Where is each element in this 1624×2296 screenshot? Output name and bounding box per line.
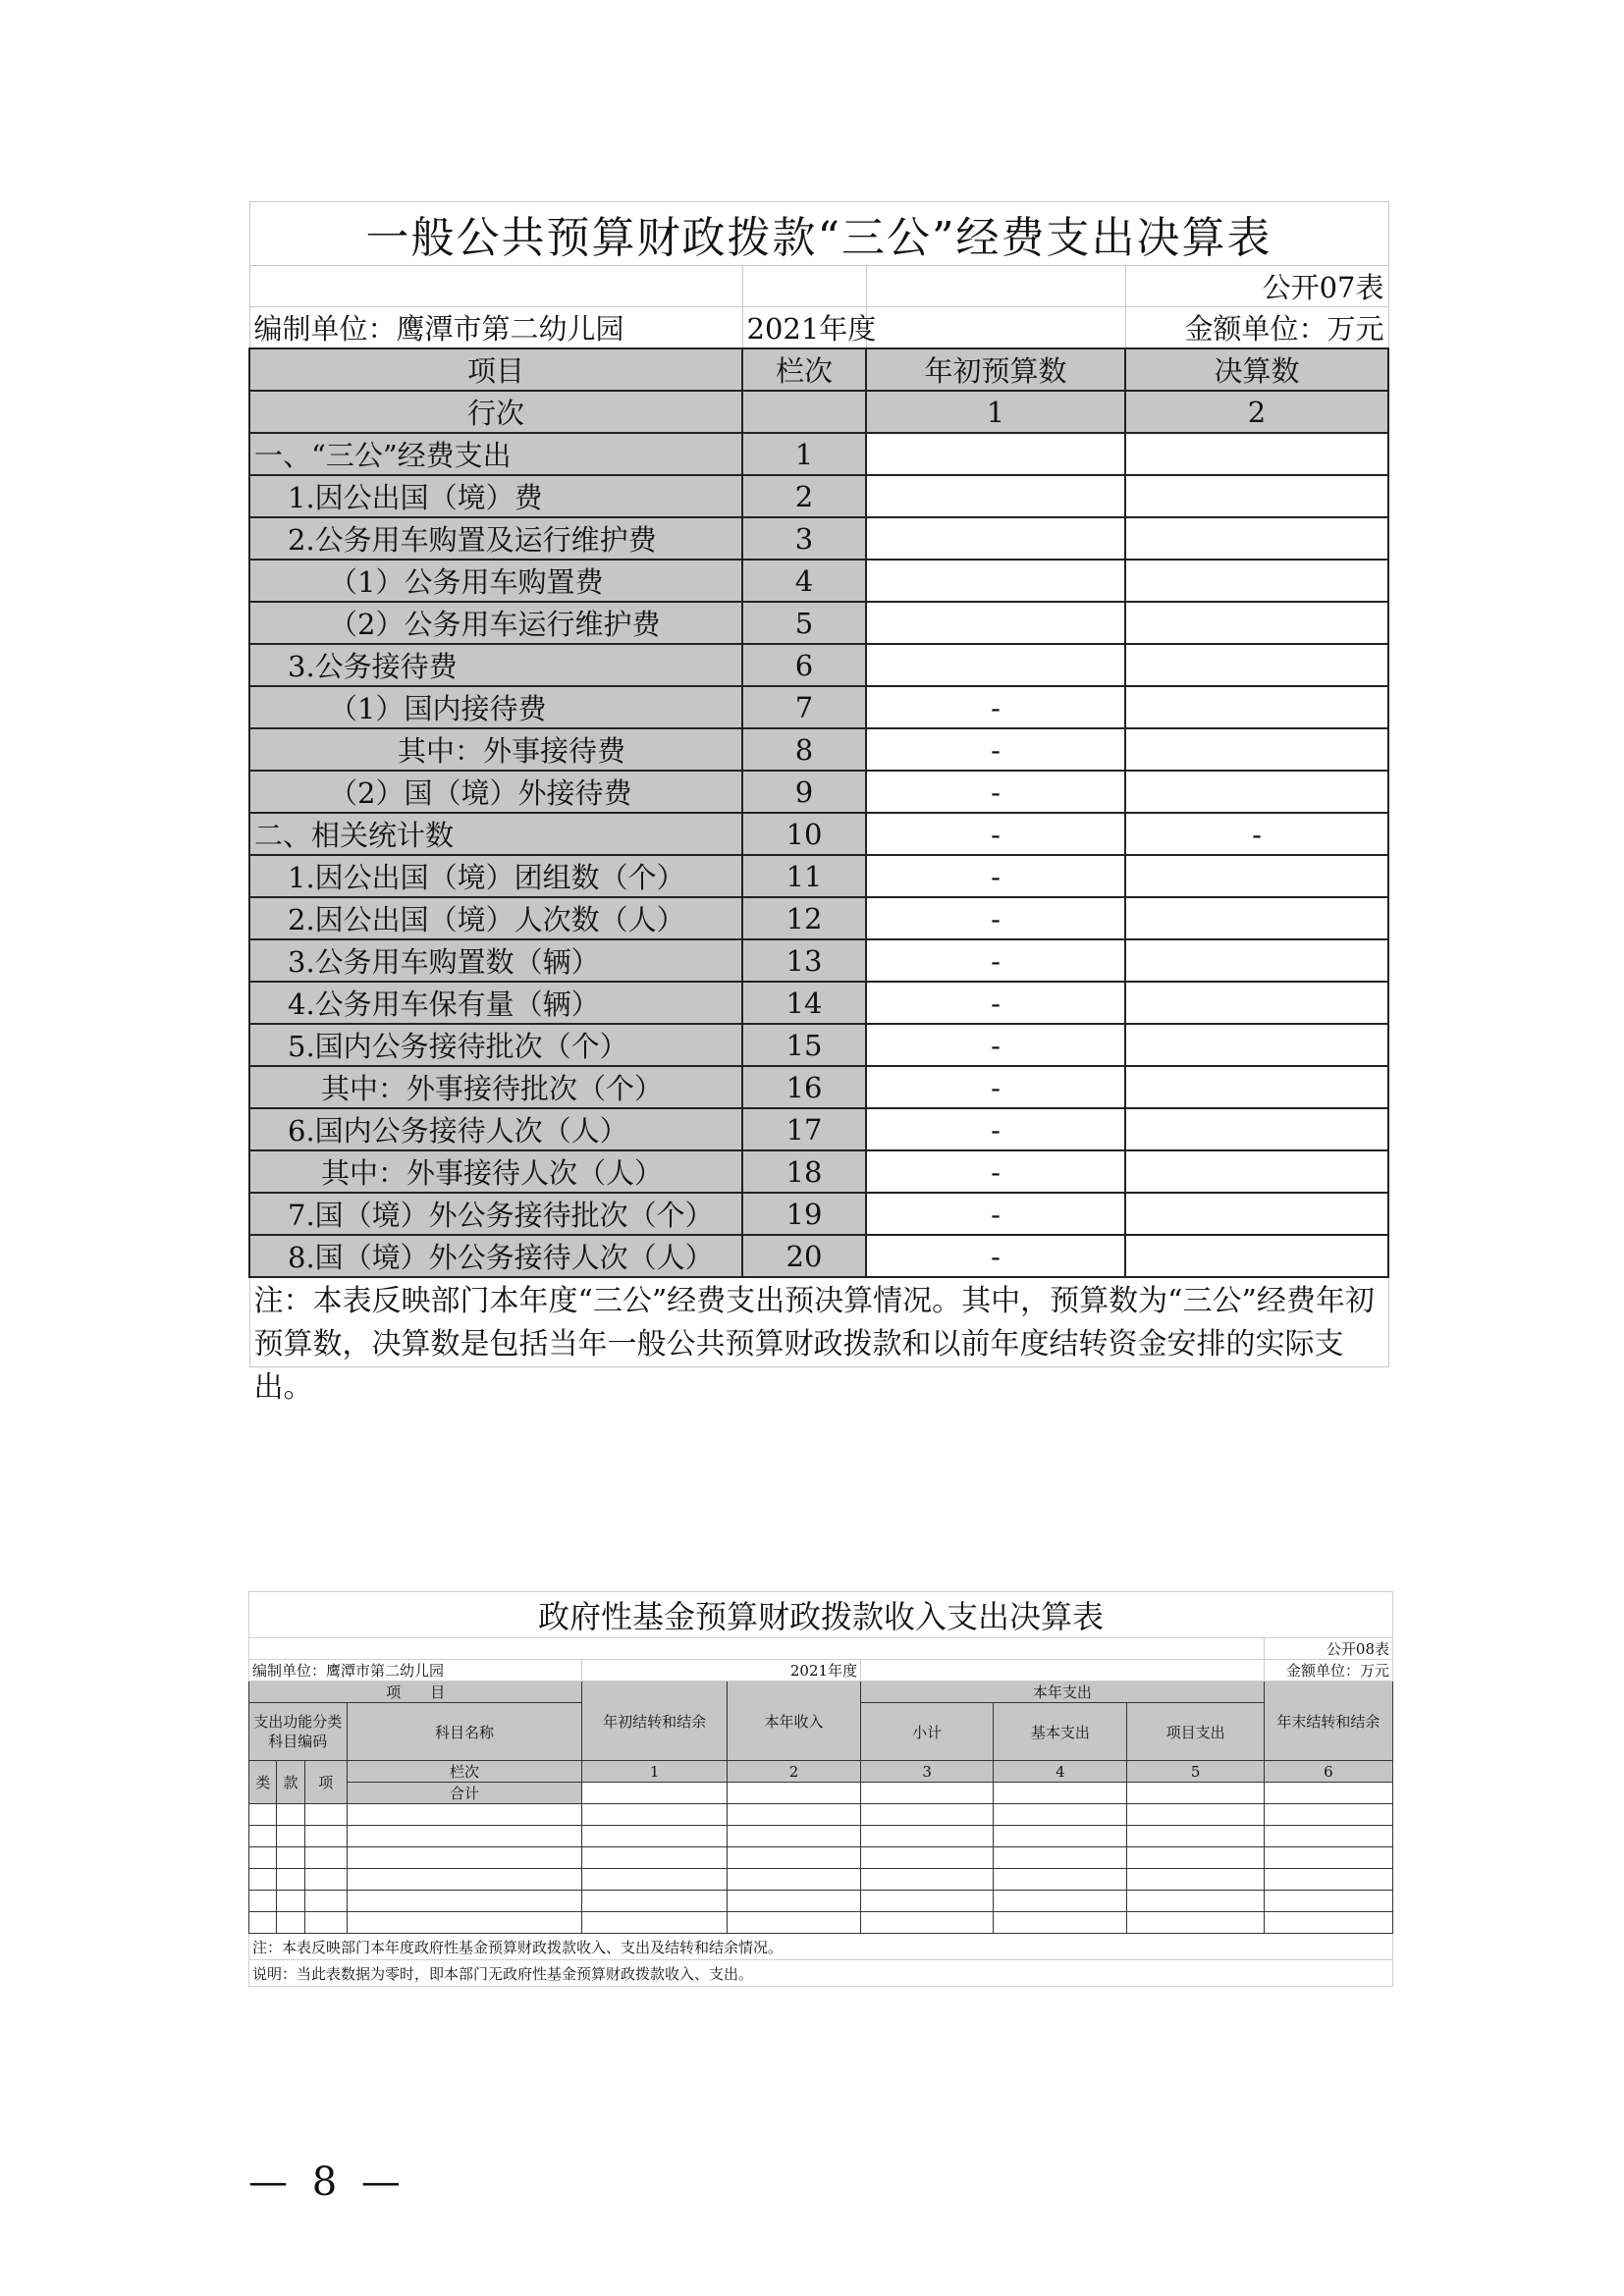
three-public-expenses-table: [248, 201, 1389, 1405]
row-budget: -: [866, 1108, 1125, 1150]
row-label: 5.国内公务接待批次（个）: [249, 1024, 742, 1066]
row-budget: [866, 560, 1125, 602]
row-final: [1125, 1193, 1388, 1235]
row-budget: -: [866, 1235, 1125, 1277]
row-num: 9: [742, 771, 866, 813]
row-budget: -: [866, 1150, 1125, 1193]
table-row: [249, 1193, 1388, 1235]
row-label: 其中：外事接待批次（个）: [249, 1066, 742, 1108]
t2-header-lei: 类: [249, 1761, 277, 1804]
row-final: [1125, 686, 1388, 728]
row-budget: [866, 602, 1125, 644]
row-label: 3.公务接待费: [249, 644, 742, 686]
header-final: 决算数: [1125, 348, 1388, 391]
table-row: [249, 1826, 1393, 1847]
table-row: [249, 855, 1388, 897]
table2-note2: 说明：当此表数据为零时，即本部门无政府性基金预算财政拨款收入、支出。: [249, 1960, 1393, 1987]
table2-code: 公开08表: [1264, 1638, 1392, 1660]
t2-header-income: 本年收入: [727, 1682, 860, 1761]
t2-header-end: 年末结转和结余: [1264, 1682, 1392, 1761]
row-label: 1.因公出国（境）团组数（个）: [249, 855, 742, 897]
row-num: 19: [742, 1193, 866, 1235]
table2-note1: 注：本表反映部门本年度政府性基金预算财政拨款收入、支出及结转和结余情况。: [249, 1934, 1393, 1960]
table-row: [249, 1891, 1393, 1912]
table-row: [249, 982, 1388, 1024]
row-num: 11: [742, 855, 866, 897]
row-final: [1125, 897, 1388, 939]
row-label: 6.国内公务接待人次（人）: [249, 1108, 742, 1150]
row-budget: -: [866, 982, 1125, 1024]
row-num: 6: [742, 644, 866, 686]
row-final: [1125, 644, 1388, 686]
government-fund-table: [248, 1591, 1393, 1987]
row-num: 4: [742, 560, 866, 602]
table-row: [249, 1024, 1388, 1066]
row-final: [1125, 939, 1388, 982]
table2-unit-label: 编制单位：鹰潭市第二幼儿园: [249, 1660, 582, 1682]
row-label: （1）公务用车购置费: [249, 560, 742, 602]
table-row: [249, 813, 1388, 855]
row-budget: [866, 644, 1125, 686]
table-row: [249, 517, 1388, 560]
table-row: [249, 939, 1388, 982]
row-final: [1125, 982, 1388, 1024]
row-final: [1125, 602, 1388, 644]
table-row: [249, 1108, 1388, 1150]
row-num: 18: [742, 1150, 866, 1193]
row-label: （1）国内接待费: [249, 686, 742, 728]
table-row: [249, 1847, 1393, 1869]
row-final: [1125, 433, 1388, 475]
t2-header-func-code: 支出功能分类科目编码: [249, 1703, 348, 1761]
rowtitle-c2: 2: [1125, 391, 1388, 433]
t2-colnum-3: 3: [861, 1761, 994, 1783]
t2-total-label: 合计: [347, 1783, 582, 1804]
table-row: [249, 433, 1388, 475]
row-num: 3: [742, 517, 866, 560]
t2-header-expenditure: 本年支出: [861, 1682, 1265, 1703]
table1-unit-label: 编制单位：鹰潭市第二幼儿园: [249, 307, 742, 349]
row-final: [1125, 1235, 1388, 1277]
row-num: 15: [742, 1024, 866, 1066]
rowtitle-c1: 1: [866, 391, 1125, 433]
table-row: [249, 602, 1388, 644]
table-row: [249, 1869, 1393, 1891]
table1-title: 一般公共预算财政拨款“三公”经费支出决算表: [249, 202, 1388, 266]
row-num: 17: [742, 1108, 866, 1150]
row-num: 20: [742, 1235, 866, 1277]
table-row: [249, 1804, 1393, 1826]
table-row: [249, 897, 1388, 939]
row-final: [1125, 517, 1388, 560]
t2-colnum-2: 2: [727, 1761, 860, 1783]
t2-header-lanci: 栏次: [347, 1761, 582, 1783]
row-budget: -: [866, 686, 1125, 728]
rowtitle-label: 行次: [249, 391, 742, 433]
row-final: [1125, 1066, 1388, 1108]
table2-title: 政府性基金预算财政拨款收入支出决算表: [249, 1592, 1393, 1638]
row-label: 其中：外事接待费: [249, 728, 742, 771]
t2-header-kuan: 款: [277, 1761, 304, 1804]
row-num: 7: [742, 686, 866, 728]
row-label: 2.公务用车购置及运行维护费: [249, 517, 742, 560]
row-label: 4.公务用车保有量（辆）: [249, 982, 742, 1024]
row-budget: [866, 433, 1125, 475]
row-budget: -: [866, 1066, 1125, 1108]
table1-note: [249, 1277, 1388, 1405]
row-budget: -: [866, 813, 1125, 855]
page-number: — 8 —: [248, 2160, 406, 2205]
row-budget: -: [866, 939, 1125, 982]
row-budget: -: [866, 855, 1125, 897]
row-label: 其中：外事接待人次（人）: [249, 1150, 742, 1193]
t2-header-basic: 基本支出: [994, 1703, 1127, 1761]
table-row: [249, 560, 1388, 602]
t2-header-subject: 科目名称: [347, 1703, 582, 1761]
row-num: 12: [742, 897, 866, 939]
table-row: [249, 728, 1388, 771]
row-label: 7.国（境）外公务接待批次（个）: [249, 1193, 742, 1235]
row-budget: -: [866, 897, 1125, 939]
row-num: 14: [742, 982, 866, 1024]
row-final: [1125, 855, 1388, 897]
table-row: [249, 771, 1388, 813]
table-row: [249, 1912, 1393, 1934]
table-row: [249, 686, 1388, 728]
table1-amount-unit: 金额单位：万元: [1125, 307, 1388, 349]
t2-colnum-4: 4: [994, 1761, 1127, 1783]
row-final: [1125, 728, 1388, 771]
row-num: 10: [742, 813, 866, 855]
t2-header-item: 项 目: [249, 1682, 582, 1703]
row-num: 5: [742, 602, 866, 644]
row-label: 2.因公出国（境）人次数（人）: [249, 897, 742, 939]
row-label: 一、“三公”经费支出: [249, 433, 742, 475]
row-budget: -: [866, 1193, 1125, 1235]
table1-year: 2021年度: [742, 307, 866, 349]
t2-header-subtotal: 小计: [861, 1703, 994, 1761]
row-final: [1125, 1150, 1388, 1193]
row-budget: -: [866, 771, 1125, 813]
table-row: [249, 1150, 1388, 1193]
row-num: 16: [742, 1066, 866, 1108]
row-budget: -: [866, 728, 1125, 771]
row-num: 2: [742, 475, 866, 517]
t2-header-xiang: 项: [304, 1761, 347, 1804]
table-row: [249, 1235, 1388, 1277]
t2-header-begin: 年初结转和结余: [582, 1682, 727, 1761]
table2-year: 2021年度: [582, 1660, 861, 1682]
table2-amount-unit: 金额单位：万元: [1264, 1660, 1392, 1682]
row-label: 3.公务用车购置数（辆）: [249, 939, 742, 982]
header-col: 栏次: [742, 348, 866, 391]
table1-code: 公开07表: [1125, 266, 1388, 307]
row-final: -: [1125, 813, 1388, 855]
t2-header-project: 项目支出: [1127, 1703, 1264, 1761]
row-final: [1125, 475, 1388, 517]
row-final: [1125, 771, 1388, 813]
row-label: （2）公务用车运行维护费: [249, 602, 742, 644]
header-item: 项目: [249, 348, 742, 391]
header-budget: 年初预算数: [866, 348, 1125, 391]
table1-note-text: 注：本表反映部门本年度“三公”经费支出预决算情况。其中，预算数为“三公”经费年初预算数，决算数是包括当年一般公共预算财政拨款和以前年度结转资金安排的实际支出。: [253, 1284, 1375, 1405]
row-label: 8.国（境）外公务接待人次（人）: [249, 1235, 742, 1277]
row-budget: [866, 517, 1125, 560]
table-row: [249, 1066, 1388, 1108]
row-label: （2）国（境）外接待费: [249, 771, 742, 813]
row-final: [1125, 1024, 1388, 1066]
row-num: 13: [742, 939, 866, 982]
t2-colnum-1: 1: [582, 1761, 727, 1783]
row-num: 1: [742, 433, 866, 475]
table-row: [249, 644, 1388, 686]
row-final: [1125, 560, 1388, 602]
row-label: 1.因公出国（境）费: [249, 475, 742, 517]
row-label: 二、相关统计数: [249, 813, 742, 855]
t2-colnum-5: 5: [1127, 1761, 1264, 1783]
row-final: [1125, 1108, 1388, 1150]
row-budget: -: [866, 1024, 1125, 1066]
table-row: [249, 475, 1388, 517]
row-budget: [866, 475, 1125, 517]
row-num: 8: [742, 728, 866, 771]
t2-colnum-6: 6: [1264, 1761, 1392, 1783]
